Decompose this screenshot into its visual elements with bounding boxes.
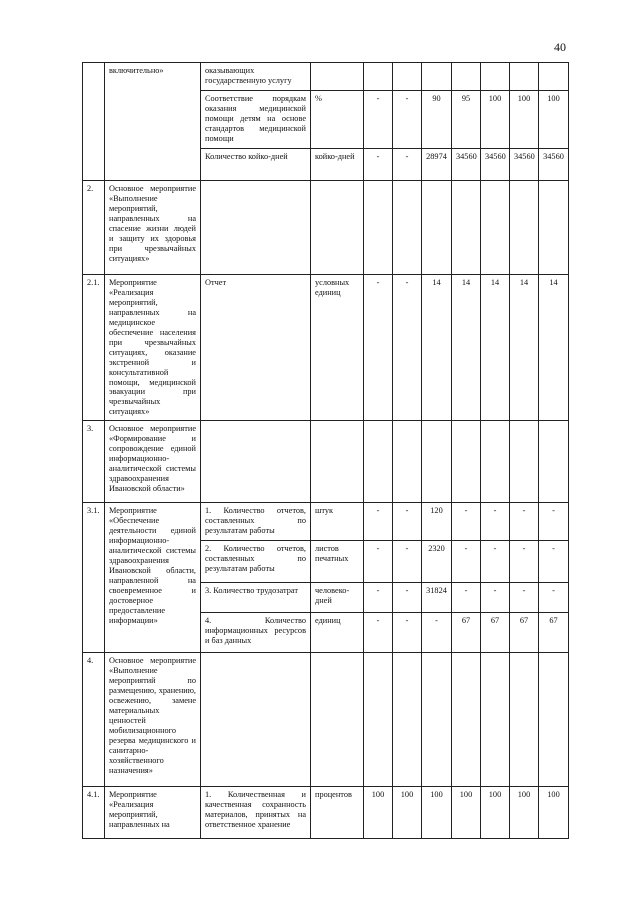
value-cell bbox=[452, 181, 481, 275]
value-cell: 100 bbox=[510, 787, 539, 839]
value-cell bbox=[452, 653, 481, 787]
value-cell bbox=[539, 421, 569, 503]
value-cell: 14 bbox=[452, 275, 481, 421]
value-cell bbox=[510, 421, 539, 503]
value-cell: 100 bbox=[364, 787, 393, 839]
value-cell: 100 bbox=[539, 787, 569, 839]
row-number: 4. bbox=[83, 653, 105, 787]
value-cell: - bbox=[481, 503, 510, 541]
row-number: 2. bbox=[83, 181, 105, 275]
value-cell: 90 bbox=[422, 91, 452, 149]
value-cell bbox=[481, 421, 510, 503]
value-cell bbox=[393, 63, 422, 91]
table-row bbox=[83, 653, 569, 787]
value-cell bbox=[481, 653, 510, 787]
value-cell: 100 bbox=[481, 91, 510, 149]
value-cell: - bbox=[393, 541, 422, 583]
value-cell: - bbox=[481, 541, 510, 583]
value-cell: - bbox=[452, 503, 481, 541]
value-cell: - bbox=[510, 503, 539, 541]
unit: штук bbox=[311, 503, 364, 541]
table-row bbox=[83, 503, 569, 541]
row-number: 3.1. bbox=[83, 503, 105, 653]
value-cell: - bbox=[539, 583, 569, 613]
value-cell: 28974 bbox=[422, 149, 452, 181]
value-cell bbox=[422, 421, 452, 503]
unit bbox=[311, 63, 364, 91]
value-cell: 100 bbox=[422, 787, 452, 839]
value-cell bbox=[452, 63, 481, 91]
indicator-name: Отчет bbox=[201, 275, 311, 421]
indicator-name: оказывающих государственную услугу bbox=[201, 63, 311, 91]
value-cell: - bbox=[364, 583, 393, 613]
value-cell: - bbox=[510, 541, 539, 583]
unit: единиц bbox=[311, 613, 364, 653]
value-cell bbox=[510, 181, 539, 275]
value-cell: - bbox=[393, 613, 422, 653]
row-number bbox=[83, 63, 105, 181]
value-cell: - bbox=[393, 503, 422, 541]
indicator-name bbox=[201, 181, 311, 275]
unit: процентов bbox=[311, 787, 364, 839]
value-cell: 14 bbox=[510, 275, 539, 421]
value-cell bbox=[481, 63, 510, 91]
value-cell: 67 bbox=[510, 613, 539, 653]
event-name: включительно» bbox=[105, 63, 201, 181]
indicator-name: 1. Количественная и качественная сохранность материалов, принятых на ответственное хранение bbox=[201, 787, 311, 839]
value-cell bbox=[393, 181, 422, 275]
value-cell: - bbox=[452, 541, 481, 583]
row-number: 2.1. bbox=[83, 275, 105, 421]
value-cell: - bbox=[393, 91, 422, 149]
value-cell: - bbox=[364, 503, 393, 541]
indicator-name: 4. Количество информационных ресурсов и баз данных bbox=[201, 613, 311, 653]
value-cell bbox=[539, 63, 569, 91]
value-cell: - bbox=[510, 583, 539, 613]
value-cell: 95 bbox=[452, 91, 481, 149]
value-cell: - bbox=[364, 91, 393, 149]
value-cell bbox=[364, 653, 393, 787]
value-cell: 67 bbox=[481, 613, 510, 653]
event-name: Мероприятие «Реализация мероприятий, направленных на bbox=[105, 787, 201, 839]
event-name: Мероприятие «Обеспечение деятельности единой информационно-аналитической системы здравоохранения Ивановской области, направленной на своевременное и достоверное предоставление информации» bbox=[105, 503, 201, 653]
value-cell: 67 bbox=[539, 613, 569, 653]
value-cell bbox=[393, 653, 422, 787]
unit: листов печатных bbox=[311, 541, 364, 583]
unit: койко-дней bbox=[311, 149, 364, 181]
event-name: Мероприятие «Реализация мероприятий, направленных на медицинское обеспечение населения при чрезвычайных ситуациях, оказание экстренной и консультативной помощи, медицинской эвакуации при чрезвычайных ситуациях» bbox=[105, 275, 201, 421]
value-cell: 14 bbox=[481, 275, 510, 421]
value-cell: 14 bbox=[539, 275, 569, 421]
value-cell: - bbox=[422, 613, 452, 653]
value-cell: 120 bbox=[422, 503, 452, 541]
indicator-name: Количество койко-дней bbox=[201, 149, 311, 181]
value-cell: - bbox=[481, 583, 510, 613]
value-cell: 34560 bbox=[539, 149, 569, 181]
table-row bbox=[83, 63, 569, 91]
indicator-name: 1. Количество отчетов, составленных по результатам работы bbox=[201, 503, 311, 541]
value-cell bbox=[393, 421, 422, 503]
value-cell: 100 bbox=[481, 787, 510, 839]
value-cell bbox=[422, 63, 452, 91]
row-number: 4.1. bbox=[83, 787, 105, 839]
table-row bbox=[83, 421, 569, 503]
indicator-name bbox=[201, 653, 311, 787]
unit: условных единиц bbox=[311, 275, 364, 421]
unit bbox=[311, 181, 364, 275]
value-cell: 100 bbox=[539, 91, 569, 149]
value-cell: 100 bbox=[393, 787, 422, 839]
unit: % bbox=[311, 91, 364, 149]
value-cell: - bbox=[452, 583, 481, 613]
value-cell: - bbox=[539, 503, 569, 541]
value-cell: 100 bbox=[452, 787, 481, 839]
row-number: 3. bbox=[83, 421, 105, 503]
value-cell bbox=[510, 653, 539, 787]
value-cell: - bbox=[364, 541, 393, 583]
program-indicators-table bbox=[82, 62, 569, 839]
event-name: Основное мероприятие «Формирование и сопровождение единой информационно-аналитической системы здравоохранения Ивановской области» bbox=[105, 421, 201, 503]
value-cell bbox=[364, 181, 393, 275]
unit bbox=[311, 653, 364, 787]
value-cell: 34560 bbox=[481, 149, 510, 181]
value-cell: - bbox=[364, 275, 393, 421]
value-cell: 67 bbox=[452, 613, 481, 653]
value-cell: - bbox=[364, 613, 393, 653]
value-cell bbox=[452, 421, 481, 503]
value-cell: - bbox=[539, 541, 569, 583]
value-cell bbox=[539, 181, 569, 275]
value-cell bbox=[422, 181, 452, 275]
indicator-name: 3. Количество трудозатрат bbox=[201, 583, 311, 613]
value-cell: 100 bbox=[510, 91, 539, 149]
value-cell bbox=[510, 63, 539, 91]
value-cell: - bbox=[364, 149, 393, 181]
unit: человеко-дней bbox=[311, 583, 364, 613]
value-cell: 14 bbox=[422, 275, 452, 421]
event-name: Основное мероприятие «Выполнение мероприятий, направленных на спасение жизни людей и защиту их здоровья при чрезвычайных ситуациях» bbox=[105, 181, 201, 275]
value-cell: - bbox=[393, 149, 422, 181]
value-cell bbox=[364, 63, 393, 91]
value-cell bbox=[481, 181, 510, 275]
indicator-name: Соответствие порядкам оказания медицинской помощи детям на основе стандартов медицинской помощи bbox=[201, 91, 311, 149]
table-row bbox=[83, 787, 569, 839]
value-cell bbox=[364, 421, 393, 503]
page-number: 40 bbox=[554, 40, 566, 54]
value-cell: 34560 bbox=[510, 149, 539, 181]
event-name: Основное мероприятие «Выполнение мероприятий по размещению, хранению, освежению, замене материальных ценностей мобилизационного резерва медицинского и санитарно-хозяйственного назначения» bbox=[105, 653, 201, 787]
table-row bbox=[83, 275, 569, 421]
table-row bbox=[83, 181, 569, 275]
value-cell: 34560 bbox=[452, 149, 481, 181]
value-cell: 2320 bbox=[422, 541, 452, 583]
value-cell: - bbox=[393, 275, 422, 421]
indicator-name: 2. Количество отчетов, составленных по результатам работы bbox=[201, 541, 311, 583]
value-cell: 31824 bbox=[422, 583, 452, 613]
value-cell: - bbox=[393, 583, 422, 613]
unit bbox=[311, 421, 364, 503]
value-cell bbox=[422, 653, 452, 787]
value-cell bbox=[539, 653, 569, 787]
indicator-name bbox=[201, 421, 311, 503]
